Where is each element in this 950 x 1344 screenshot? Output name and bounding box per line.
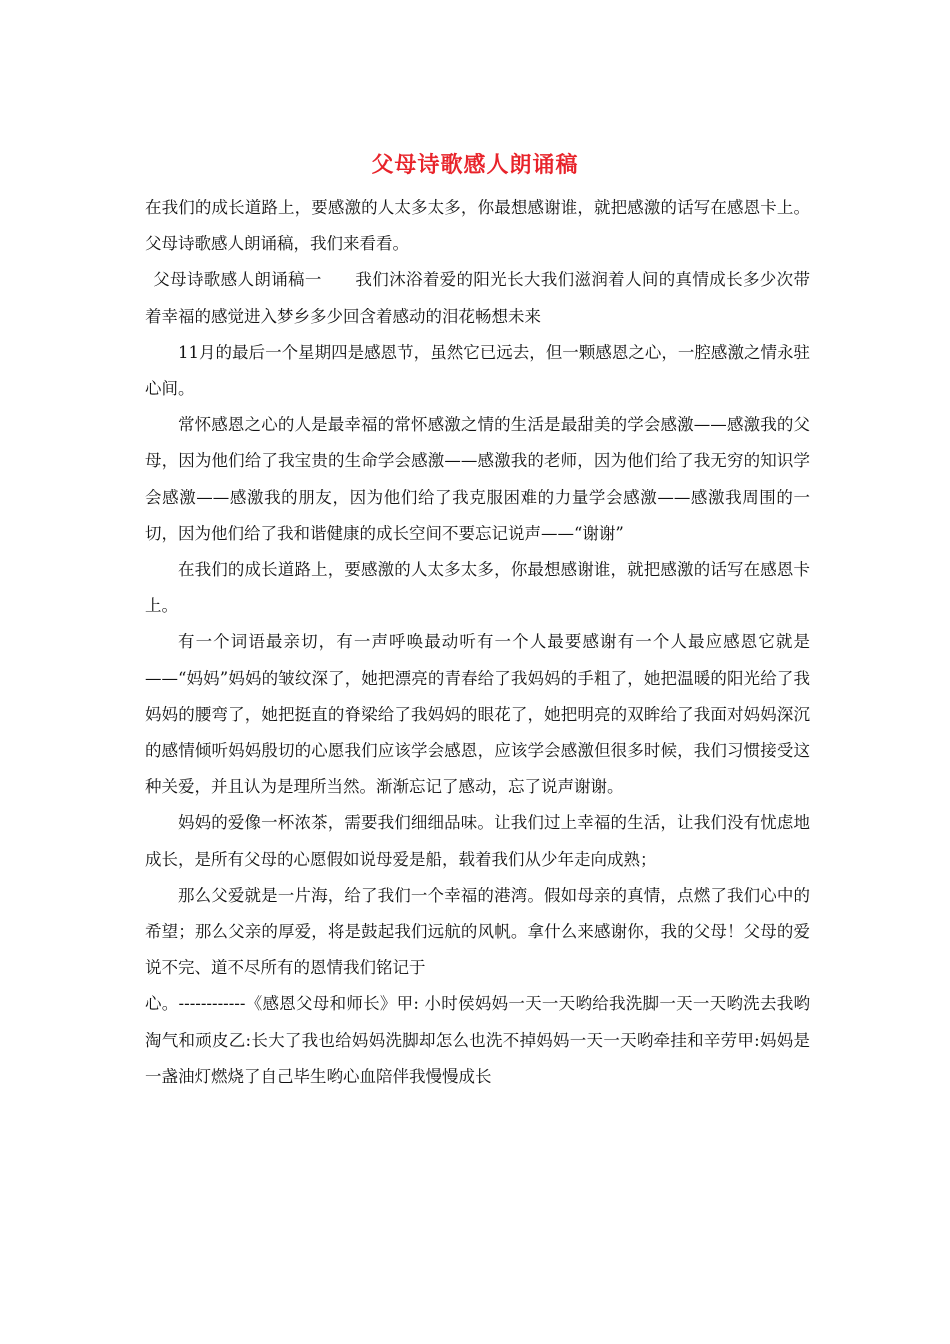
paragraph-father-love: 那么父爱就是一片海，给了我们一个幸福的港湾。假如母亲的真情，点燃了我们心中的希望；那么父亲的厚爱，将是鼓起我们远航的风帆。拿什么来感谢你，我的父母！父母的爱说不完、道不尽所有的恩情我们铭记于: [145, 885, 810, 978]
paragraph-intro: 在我们的成长道路上，要感激的人太多太多，你最想感谢谁，就把感激的话写在感恩卡上。父母诗歌感人朗诵稿，我们来看看。: [145, 198, 810, 254]
paragraph-dialogue: 心。------------《感恩父母和师长》甲: 小时侯妈妈一天一天哟给我洗脚一天一天哟洗去我哟淘气和顽皮乙:长大了我也给妈妈洗脚却怎么也洗不掉妈妈一天一天哟牵挂和辛劳甲:妈妈是一盏油灯燃烧了自己毕生哟心血陪伴我慢慢成长: [145, 994, 810, 1086]
paragraph-poem-one: 父母诗歌感人朗诵稿一 我们沐浴着爱的阳光长大我们滋润着人间的真情成长多少次带着幸福的感觉进入梦乡多少回含着感动的泪花畅想未来: [145, 270, 810, 326]
paragraph-mother: 有一个词语最亲切，有一声呼唤最动听有一个人最要感谢有一个人最应感恩它就是——“妈妈”妈妈的皱纹深了，她把漂亮的青春给了我妈妈的手粗了，她把温暖的阳光给了我妈妈的腰弯了，她把挺直的脊梁给了我妈妈的眼花了，她把明亮的双眸给了我面对妈妈深沉的感情倾听妈妈殷切的心愿我们应该学会感恩，应该学会感激但很多时候，我们习惯接受这种关爱，并且认为是理所当然。渐渐忘记了感动，忘了说声谢谢。: [145, 632, 810, 797]
document-body: [145, 190, 810, 1095]
paragraph-thanksgiving: 11月的最后一个星期四是感恩节，虽然它已远去，但一颗感恩之心，一腔感激之情永驻心间。: [145, 342, 810, 399]
paragraph-mother-love: 妈妈的爱像一杯浓茶，需要我们细细品味。让我们过上幸福的生活，让我们没有忧虑地成长，是所有父母的心愿假如说母爱是船，载着我们从少年走向成熟；: [145, 813, 810, 869]
paragraph-growth-road: 在我们的成长道路上，要感激的人太多太多，你最想感谢谁，就把感激的话写在感恩卡上。: [145, 560, 810, 616]
document-title: 父母诗歌感人朗诵稿: [371, 152, 579, 178]
paragraph-learn-gratitude: 常怀感恩之心的人是最幸福的常怀感激之情的生活是最甜美的学会感激——感激我的父母，因为他们给了我宝贵的生命学会感激——感激我的老师，因为他们给了我无穷的知识学会感激——感激我的朋友，因为他们给了我克服困难的力量学会感激——感激我周围的一切，因为他们给了我和谐健康的成长空间不要忘记说声——“谢谢”: [145, 415, 810, 543]
